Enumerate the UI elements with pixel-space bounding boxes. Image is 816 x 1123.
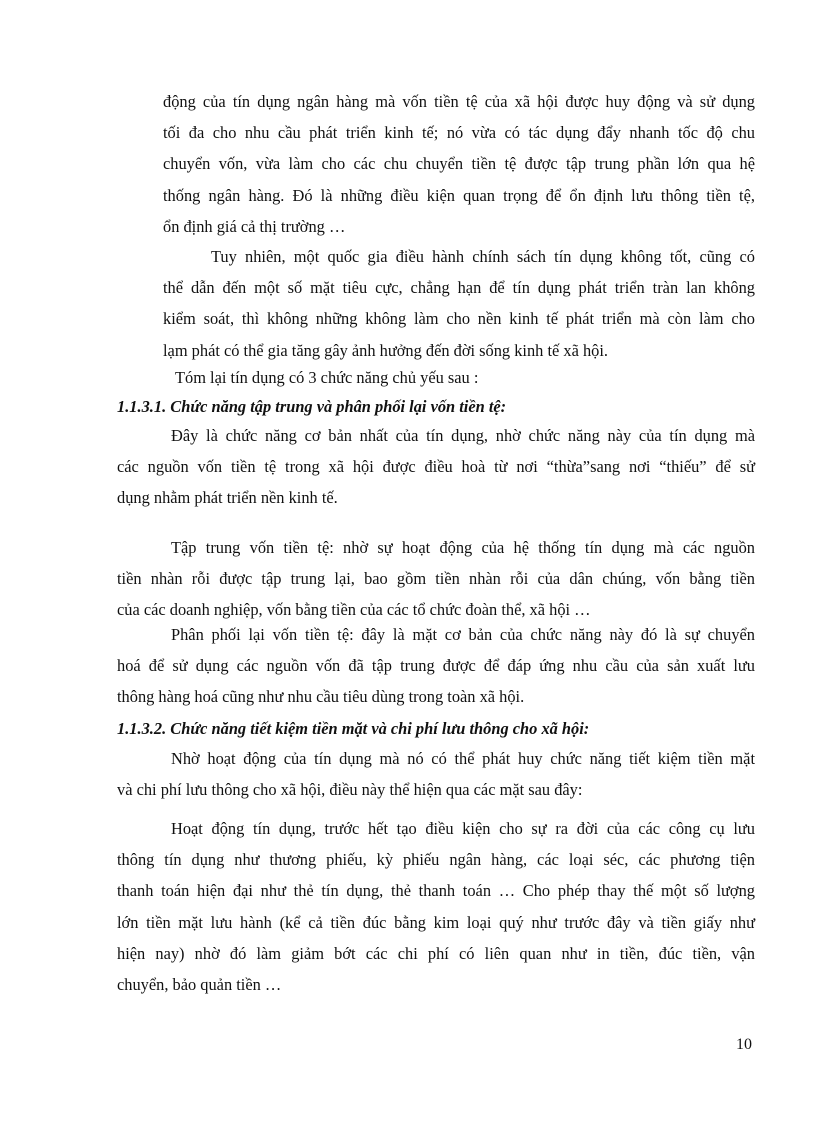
paragraph-line: chuyển, bảo quản tiền … [117,975,282,995]
paragraph-6 [117,743,755,805]
paragraph-line: động của tín dụng ngân hàng mà vốn tiền tệ của xã hội được huy động và sử dụng [163,92,755,111]
paragraph-line: lạm phát có thể gia tăng gây ảnh hưởng đến đời sống kinh tế xã hội. [163,340,608,360]
paragraph-4 [117,532,755,626]
paragraph-5 [117,619,755,713]
paragraph-line: Phân phối lại vốn tiền tệ: đây là mặt cơ bản của chức năng này đó là sự chuyển [171,625,755,644]
paragraph-line: thống ngân hàng. Đó là những điều kiện quan trọng để ổn định lưu thông tiền tệ, [163,185,755,205]
paragraph-line: ổn định giá cả thị trường … [163,216,346,236]
summary-text: Tóm lại tín dụng có 3 chức năng chủ yếu sau : [175,368,479,387]
paragraph-3 [117,420,755,514]
paragraph-line: Tuy nhiên, một quốc gia điều hành chính sách tín dụng không tốt, cũng có [211,247,755,266]
section-heading-1: 1.1.3.1. Chức năng tập trung và phân phối lại vốn tiền tệ: [117,397,507,416]
paragraph-2 [163,241,755,366]
paragraph-line: lớn tiền mặt lưu hành (kể cả tiền đúc bằng kim loại quý như trước đây và tiền giấy như [117,912,755,932]
paragraph-line: của các doanh nghiệp, vốn bằng tiền của các tổ chức đoàn thể, xã hội … [117,600,591,620]
paragraph-line: hoá để sử dụng các nguồn vốn đã tập trung được để đáp ứng nhu cầu của sản xuất lưu [117,656,755,676]
section-heading-2: 1.1.3.2. Chức năng tiết kiệm tiền mặt và chi phí lưu thông cho xã hội: [117,719,590,738]
paragraph-line: Hoạt động tín dụng, trước hết tạo điều kiện cho sự ra đời của các công cụ lưu [171,819,755,838]
paragraph-line: hiện nay) nhờ đó làm giảm bớt các chi phí có liên quan như in tiền, đúc tiền, vận [117,943,755,963]
paragraph-line: Tập trung vốn tiền tệ: nhờ sự hoạt động của hệ thống tín dụng mà các nguồn [171,538,755,557]
page-number: 10 [736,1036,752,1053]
paragraph-1 [163,86,755,242]
paragraph-line: thông tín dụng như thương phiếu, kỳ phiếu ngân hàng, các loại séc, các phương tiện [117,850,755,870]
paragraph-line: tối đa cho nhu cầu phát triển kinh tế; nó vừa có tác dụng đẩy nhanh tốc độ chu [163,123,755,143]
paragraph-line: các nguồn vốn tiền tệ trong xã hội được điều hoà từ nơi “thừa”sang nơi “thiếu” để sử [117,457,755,477]
paragraph-line: kiểm soát, thì không những không làm cho nền kinh tế phát triển mà còn làm cho [163,309,755,329]
paragraph-line: thể dẫn đến một số mặt tiêu cực, chẳng hạn để tín dụng phát triển tràn lan không [163,278,755,298]
paragraph-line: thanh toán hiện đại như thẻ tín dụng, thẻ thanh toán … Cho phép thay thế một số lượng [117,881,755,901]
paragraph-line: Nhờ hoạt động của tín dụng mà nó có thể phát huy chức năng tiết kiệm tiền mặt [171,749,755,768]
paragraph-line: và chi phí lưu thông cho xã hội, điều này thể hiện qua các mặt sau đây: [117,780,583,800]
paragraph-line: tiền nhàn rỗi được tập trung lại, bao gồm tiền nhàn rỗi của dân chúng, vốn bằng tiền [117,569,755,589]
paragraph-line: Đây là chức năng cơ bản nhất của tín dụng, nhờ chức năng này của tín dụng mà [171,426,755,445]
paragraph-line: thông hàng hoá cũng như nhu cầu tiêu dùng trong toàn xã hội. [117,687,525,707]
paragraph-line: dụng nhằm phát triển nền kinh tế. [117,488,338,508]
paragraph-7 [117,813,755,1000]
paragraph-line: chuyển vốn, vừa làm cho các chu chuyển tiền tệ được tập trung phần lớn qua hệ [163,154,755,174]
